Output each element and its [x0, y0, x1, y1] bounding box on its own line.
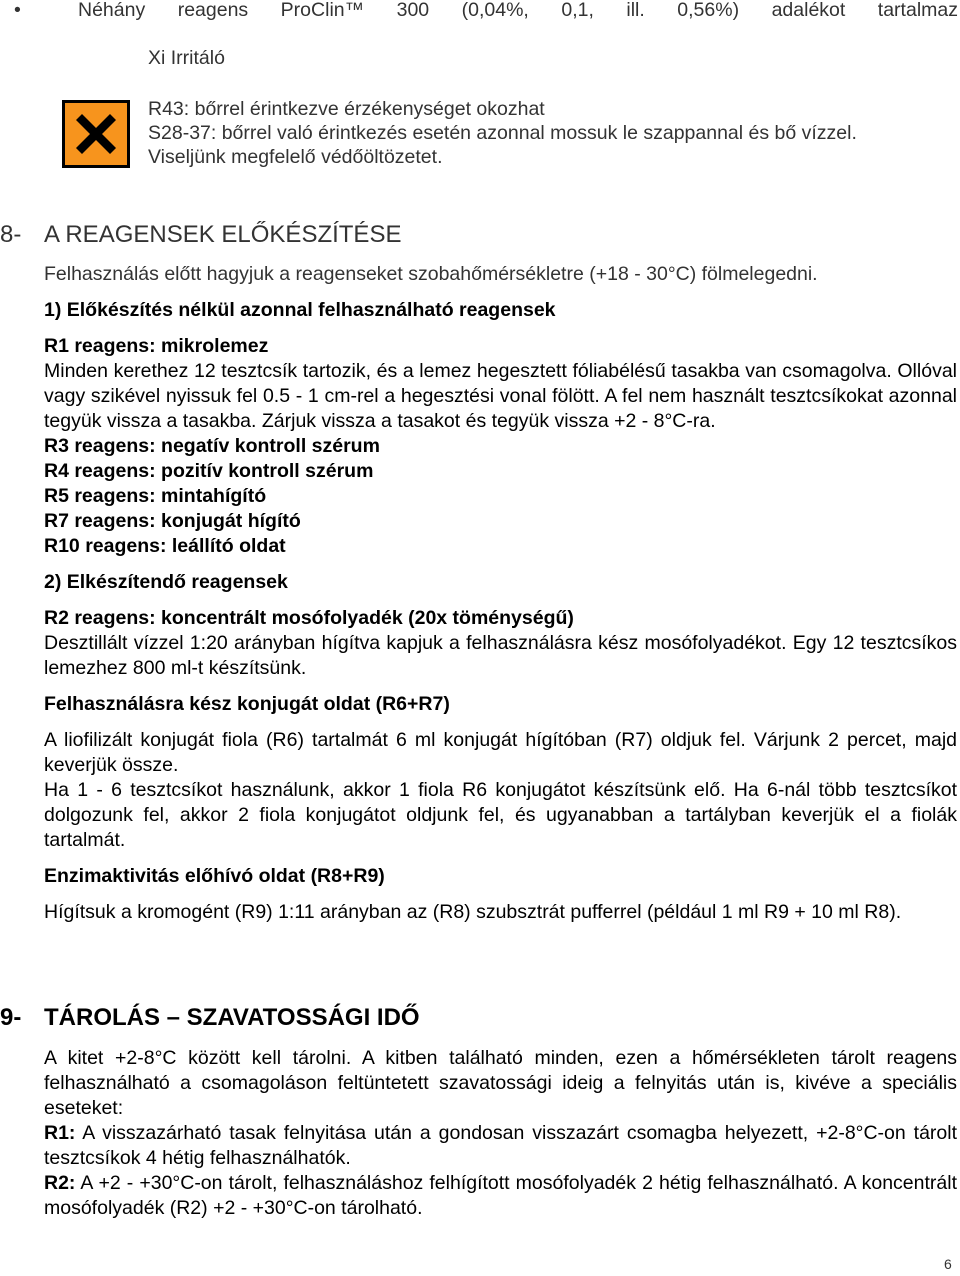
- conjugate-text-2: Ha 1 - 6 tesztcsíkot használunk, akkor 1 fiola R6 konjugátot készítsünk elő. Ha 6-nál több tesztcsíkot dolgozunk fel, akkor 2 fiola konjugátot oldjunk fel, és ugyanabban a tartályban keverjük el a fiolák tartalmát.: [44, 779, 957, 851]
- section-9-title: TÁROLÁS – SZAVATOSSÁGI IDŐ: [44, 1004, 420, 1031]
- section-9-body: [44, 1046, 957, 1221]
- sub2-title: 2) Elkészítendő reagensek: [44, 571, 288, 593]
- section-8-intro: Felhasználás előtt hagyjuk a reagenseket szobahőmérsékletre (+18 - 30°C) fölmelegedni.: [44, 263, 818, 285]
- r4-item: R4 reagens: pozitív kontroll szérum: [44, 460, 374, 482]
- conjugate-title: Felhasználásra kész konjugát oldat (R6+R7): [44, 693, 450, 715]
- r1-title: R1 reagens: mikrolemez: [44, 335, 269, 357]
- bullet-dot: •: [14, 0, 21, 21]
- section-9-r1: [44, 1121, 957, 1171]
- r2-storage-text: A +2 - +30°C-on tárolt, felhasználáshoz felhígított mosófolyadék 2 hétig felhasználható. A koncentrált mosófolyadék (R2) +2 - +30°C-on tárolható.: [44, 1172, 957, 1219]
- r3-item: R3 reagens: negatív kontroll szérum: [44, 435, 380, 457]
- page-number: 6: [944, 1256, 952, 1272]
- section-8-intro-block: [44, 262, 957, 287]
- r1-text: Minden kerethez 12 tesztcsík tartozik, és a lemez hegesztett fóliabélésű tasakba van csomagolva. Ollóval vagy szikével nyissuk fel 0.5 - 1 cm-rel a hegesztési vonal fölött. A fel nem használt tesztcsíkokat azonnal tegyük vissza a tasakba. Zárjuk vissza a tasakot és tegyük vissza +2 - 8°C-ra.: [44, 360, 957, 432]
- r10-item: R10 reagens: leállító oldat: [44, 535, 286, 557]
- section-8-number: 8-: [0, 221, 22, 248]
- hazard-r43: R43: bőrrel érintkezve érzékenységet okozhat: [148, 98, 545, 120]
- hazard-cross-icon: [62, 100, 130, 168]
- r2-title: R2 reagens: koncentrált mosófolyadék (20x töménységű): [44, 607, 574, 629]
- hazard-statements: [148, 97, 857, 169]
- section-9-text: A kitet +2-8°C között kell tárolni. A kitben található minden, ezen a hőmérsékleten tárolt reagens felhasználható a csomagoláson feltüntetett szavatossági ideig a felnyitás után is, kivéve a speciális eseteket:: [44, 1047, 957, 1119]
- conjugate-text-1: A liofilizált konjugát fiola (R6) tartalmát 6 ml konjugát hígítóban (R7) oldjuk fel. Várjunk 2 percet, majd keverjük össze.: [44, 729, 957, 776]
- hazard-label: Xi Irritáló: [148, 47, 225, 69]
- proclin-text: Néhány reagens ProClin™ 300 (0,04%, 0,1, ill. 0,56%) adalékot tartalmaz: [78, 0, 958, 21]
- r7-item: R7 reagens: konjugát hígító: [44, 510, 301, 532]
- r1-storage-text: A visszazárható tasak felnyitása után a gondosan visszazárt csomagba helyezett, +2-8°C-on tárolt tesztcsíkok 4 hétig felhasználhatók.: [44, 1122, 957, 1169]
- section-8-title: A REAGENSEK ELŐKÉSZÍTÉSE: [44, 221, 402, 248]
- r2-text: Desztillált vízzel 1:20 arányban hígítva kapjuk a felhasználásra kész mosófolyadékot. Egy 12 tesztcsíkos lemezhez 800 ml-t készítsünk.: [44, 632, 957, 679]
- enzyme-title: Enzimaktivitás előhívó oldat (R8+R9): [44, 865, 385, 887]
- enzyme-text: Hígítsuk a kromogént (R9) 1:11 arányban az (R8) szubsztrát pufferrel (például 1 ml R9 + 10 ml R8).: [44, 901, 902, 923]
- section-9-r2: [44, 1171, 957, 1221]
- r1-label: R1:: [44, 1122, 76, 1144]
- r2-label: R2:: [44, 1172, 76, 1194]
- hazard-s28-37: S28-37: bőrrel való érintkezés esetén azonnal mossuk le szappannal és bő vízzel.: [148, 122, 857, 144]
- section-8-body: [44, 298, 957, 925]
- hazard-protective: Viseljünk megfelelő védőöltözetet.: [148, 146, 443, 168]
- section-9-number: 9-: [0, 1004, 22, 1031]
- sub1-title: 1) Előkészítés nélkül azonnal felhasználható reagensek: [44, 299, 556, 321]
- r5-item: R5 reagens: mintahígító: [44, 485, 267, 507]
